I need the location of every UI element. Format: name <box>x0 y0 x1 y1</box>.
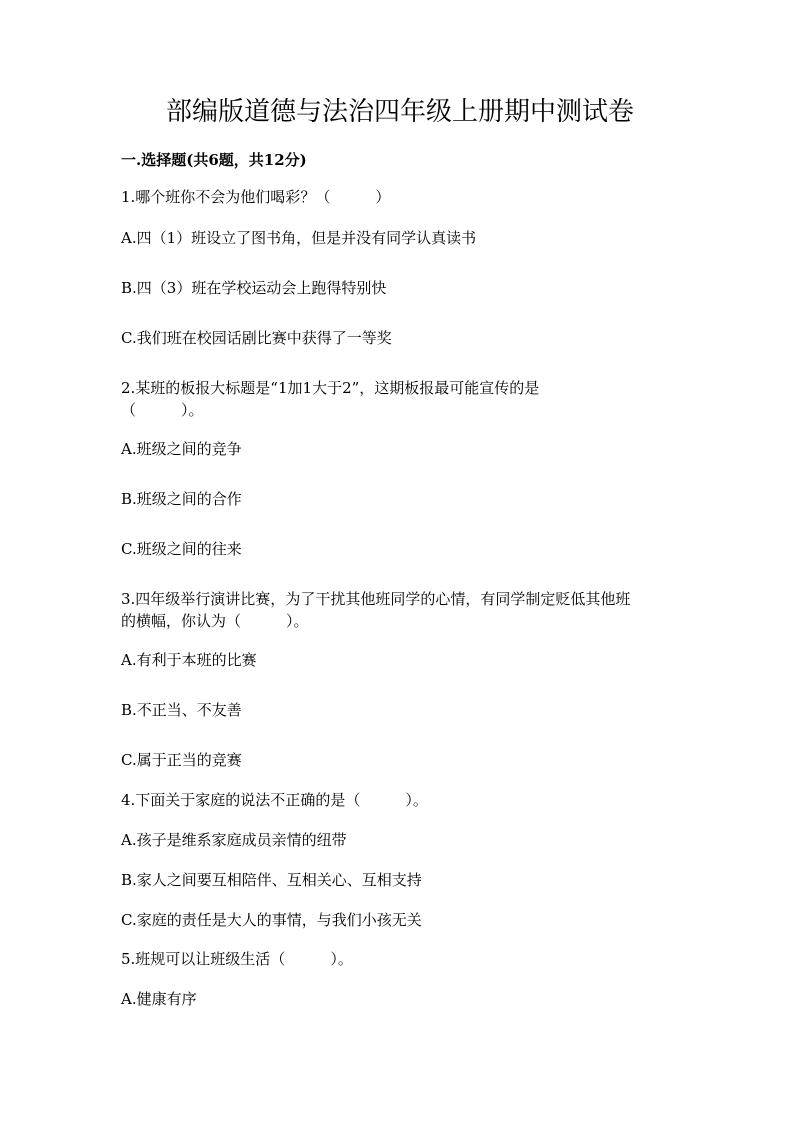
question-1-option-a: A.四（1）班设立了图书角，但是并没有同学认真读书 <box>121 229 477 247</box>
question-4-stem: 4.下面关于家庭的说法不正确的是（ ）。 <box>121 791 428 809</box>
question-2-stem-continued: （ ）。 <box>121 401 204 419</box>
question-1-option-b: B.四（3）班在学校运动会上跑得特别快 <box>121 279 387 297</box>
question-4-option-b: B.家人之间要互相陪伴、互相关心、互相支持 <box>121 871 422 889</box>
question-3-option-b: B.不正当、不友善 <box>121 701 242 719</box>
question-3-option-c: C.属于正当的竞赛 <box>121 751 242 769</box>
question-2-option-c: C.班级之间的往来 <box>121 540 242 558</box>
question-1-stem: 1.哪个班你不会为他们喝彩？（ ） <box>121 188 391 206</box>
question-5-stem: 5.班规可以让班级生活（ ）。 <box>121 950 353 968</box>
question-3-stem: 3.四年级举行演讲比赛，为了干扰其他班同学的心情，有同学制定贬低其他班 <box>121 590 631 608</box>
question-2-option-b: B.班级之间的合作 <box>121 490 242 508</box>
question-2-option-a: A.班级之间的竞争 <box>121 440 242 458</box>
question-3-option-a: A.有利于本班的比赛 <box>121 651 257 669</box>
question-3-stem-continued: 的横幅，你认为（ ）。 <box>121 612 309 630</box>
question-2-stem: 2.某班的板报大标题是“1加1大于2”，这期板报最可能宣传的是 <box>121 379 540 397</box>
question-5-option-a: A.健康有序 <box>121 990 197 1008</box>
section-heading: 一.选择题(共6题，共12分) <box>121 151 307 169</box>
question-4-option-c: C.家庭的责任是大人的事情，与我们小孩无关 <box>121 911 422 929</box>
page-title: 部编版道德与法治四年级上册期中测试卷 <box>165 97 634 127</box>
question-1-option-c: C.我们班在校园话剧比赛中获得了一等奖 <box>121 329 392 347</box>
question-4-option-a: A.孩子是维系家庭成员亲情的纽带 <box>121 831 347 849</box>
